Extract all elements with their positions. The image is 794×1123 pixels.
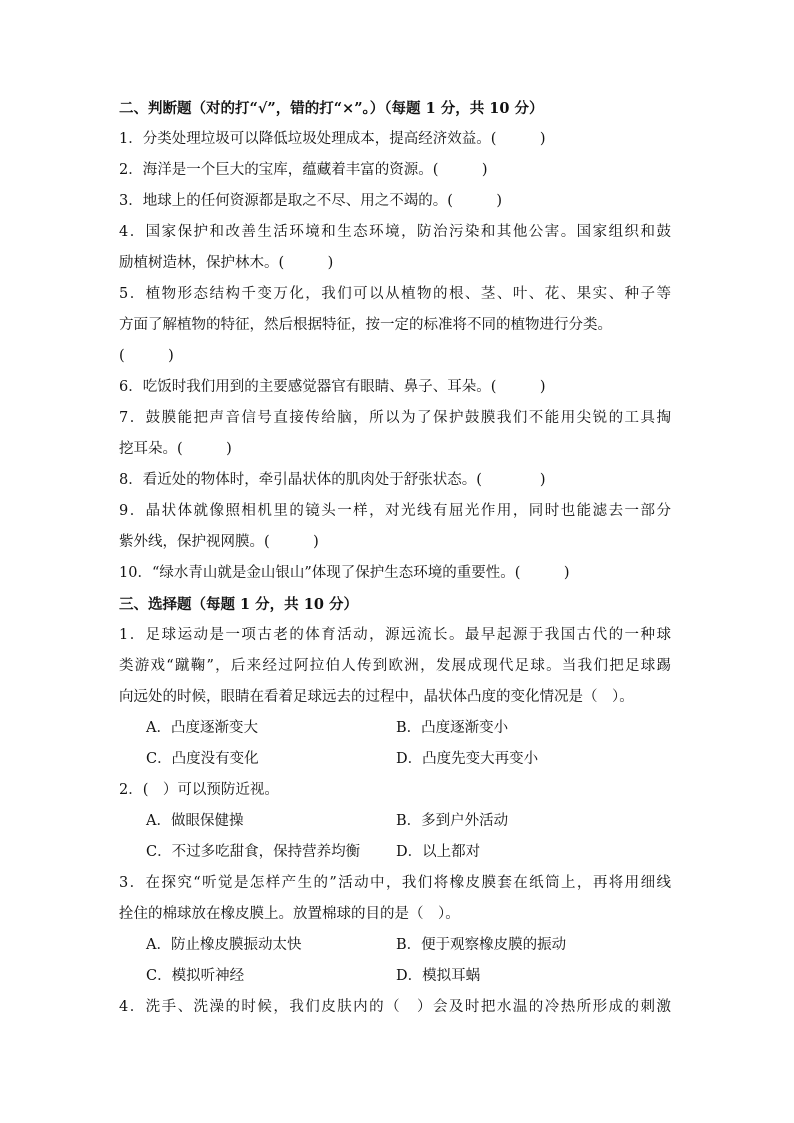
judge-item-10: 10．“绿水青山就是金山银山”体现了保护生态环境的重要性。( ) [119, 565, 570, 581]
judge-item-9-line-2: 紫外线，保护视网膜。( ) [119, 534, 319, 550]
choice-q1-options-row-1 [119, 713, 679, 744]
choice-q1-option-a: A．凸度逐渐变大 [146, 720, 258, 736]
choice-q1-options-row-2 [119, 744, 679, 775]
choice-section-heading: 三、选择题（每题 1 分，共 10 分） [119, 596, 358, 613]
judge-item-1: 1．分类处理垃圾可以降低垃圾处理成本，提高经济效益。( ) [119, 131, 546, 147]
choice-q2-option-a: A．做眼保健操 [146, 813, 244, 829]
choice-q1-line-1: 1．足球运动是一项古老的体育活动，源远流长。最早起源于我国古代的一种球 [119, 627, 671, 643]
judge-item-5-line-2: 方面了解植物的特征，然后根据特征，按一定的标准将不同的植物进行分类。 [119, 317, 612, 333]
judge-item-4-line-1: 4．国家保护和改善生活环境和生态环境，防治污染和其他公害。国家组织和鼓 [119, 224, 671, 240]
judge-item-8: 8．看近处的物体时，牵引晶状体的肌肉处于舒张状态。( ) [119, 472, 546, 488]
choice-q2-options-row-2 [119, 837, 679, 868]
choice-q2-options-row-1 [119, 806, 679, 837]
choice-q2-option-d: D．以上都对 [396, 844, 481, 860]
choice-q3-options-row-1 [119, 930, 679, 961]
choice-q4-line-1: 4．洗手、洗澡的时候，我们皮肤内的（ ）会及时把水温的冷热所形成的刺激 [119, 999, 671, 1015]
choice-q3-option-a: A．防止橡皮膜振动太快 [146, 937, 302, 953]
choice-q2-option-c: C．不过多吃甜食，保持营养均衡 [146, 844, 361, 860]
judge-item-6: 6．吃饭时我们用到的主要感觉器官有眼睛、鼻子、耳朵。( ) [119, 379, 546, 395]
choice-q3-option-d: D．模拟耳蜗 [396, 968, 481, 984]
choice-q3-line-2: 拴住的棉球放在橡皮膜上。放置棉球的目的是（ ）。 [119, 906, 460, 922]
judge-item-7-line-1: 7．鼓膜能把声音信号直接传给脑，所以为了保护鼓膜我们不能用尖锐的工具掏 [119, 410, 671, 426]
judge-item-7-line-2: 挖耳朵。( ) [119, 441, 232, 457]
choice-q3-line-1: 3．在探究“听觉是怎样产生的”活动中，我们将橡皮膜套在纸筒上，再将用细线 [119, 875, 671, 891]
exam-page [119, 93, 679, 1023]
judge-item-3: 3．地球上的任何资源都是取之不尽、用之不竭的。( ) [119, 193, 503, 209]
choice-q3-option-c: C．模拟听神经 [146, 968, 245, 984]
choice-q1-line-2: 类游戏“蹴鞠”，后来经过阿拉伯人传到欧洲，发展成现代足球。当我们把足球踢 [119, 658, 671, 674]
judge-item-4-line-2: 励植树造林，保护林木。( ) [119, 255, 334, 271]
choice-q1-line-3: 向远处的时候，眼睛在看着足球远去的过程中，晶状体凸度的变化情况是（ ）。 [119, 689, 634, 705]
choice-q2-option-b: B．多到户外活动 [396, 813, 509, 829]
choice-q1-option-b: B．凸度逐渐变小 [396, 720, 509, 736]
choice-q3-option-b: B．便于观察橡皮膜的振动 [396, 937, 567, 953]
choice-q3-options-row-2 [119, 961, 679, 992]
judge-section-heading: 二、判断题（对的打“√”，错的打“×”。）（每题 1 分，共 10 分） [119, 100, 544, 117]
judge-item-9-line-1: 9．晶状体就像照相机里的镜头一样，对光线有屈光作用，同时也能滤去一部分 [119, 503, 671, 519]
choice-q2-line-1: 2．( ）可以预防近视。 [119, 782, 279, 798]
choice-q1-option-d: D．凸度先变大再变小 [396, 751, 539, 767]
judge-item-2: 2．海洋是一个巨大的宝库，蕴藏着丰富的资源。( ) [119, 162, 488, 178]
judge-item-5-line-3: ( ) [119, 348, 174, 364]
choice-q1-option-c: C．凸度没有变化 [146, 751, 259, 767]
judge-item-5-line-1: 5．植物形态结构千变万化，我们可以从植物的根、茎、叶、花、果实、种子等 [119, 286, 671, 302]
